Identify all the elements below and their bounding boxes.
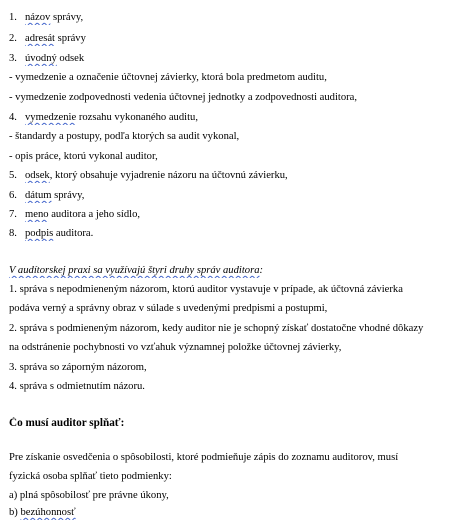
list-item: 6. dátum správy, xyxy=(9,190,85,201)
list-item: 8. podpis auditora. xyxy=(9,228,94,239)
list-item: 4. vymedzenie rozsahu vykonaného auditu, xyxy=(9,112,198,123)
misspelled-word: názov xyxy=(25,12,51,23)
misspelled-word: úvodný xyxy=(25,53,57,64)
list-item: 5. odsek, ktorý obsahuje vyjadrenie názoru na účtovnú závierku, xyxy=(9,170,288,181)
paragraph-line: a) plná spôsobilosť pre právne úkony, xyxy=(9,490,169,501)
misspelled-word: meno xyxy=(25,209,49,220)
dash-item: - vymedzenie zodpovednosti vedenia účtovnej jednotky a zodpovednosti auditora, xyxy=(9,92,358,103)
list-item: 3. úvodný odsek xyxy=(9,53,85,64)
paragraph-line: 1. správa s nepodmieneným názorom, ktorú auditor vystavuje v prípade, ak účtovná závierka xyxy=(9,284,403,295)
dash-item: - vymedzenie a označenie účtovnej závierky, ktorá bola predmetom auditu, xyxy=(9,72,327,83)
misspelled-word: adresát xyxy=(25,33,55,44)
paragraph-line: fyzická osoba splňať tieto podmienky: xyxy=(9,471,172,482)
misspelled-word: dátum xyxy=(25,190,52,201)
list-item: 2. adresát správy xyxy=(9,33,86,44)
paragraph-line: 2. správa s podmieneným názorom, kedy auditor nie je schopný získať dostatočne vhodné dôkazy xyxy=(9,323,424,334)
dash-item: - štandardy a postupy, podľa ktorých sa audit vykonal, xyxy=(9,131,240,142)
misspelled-word: podpis xyxy=(25,228,54,239)
paragraph-line: 4. správa s odmietnutím názoru. xyxy=(9,381,145,392)
misspelled-word: bezúhonnosť xyxy=(20,507,76,518)
paragraph-line: podáva verný a správny obraz v súlade s uvedenými predpismi a postupmi, xyxy=(9,303,328,314)
list-item: 7. meno auditora a jeho sídlo, xyxy=(9,209,141,220)
misspelled-word: odsek xyxy=(25,170,50,181)
dash-item: - opis práce, ktorú vykonal auditor, xyxy=(9,151,158,162)
paragraph-line: Pre získanie osvedčenia o spôsobilosti, ktoré podmieňuje zápis do zoznamu auditorov, musí xyxy=(9,452,399,463)
paragraph-line: 3. správa so záporným názorom, xyxy=(9,362,147,373)
section-heading: V audítorskej praxi sa využívajú štyri druhy správ auditora: xyxy=(9,265,264,276)
paragraph-line: na odstránenie pochybnosti vo vzťahuk významnej položke účtovnej závierky, xyxy=(9,342,342,353)
list-item: 1. názov správy, xyxy=(9,12,84,23)
paragraph-line: b) bezúhonnosť xyxy=(9,507,76,518)
section-heading: Čo musí auditor splňať: xyxy=(9,417,125,429)
misspelled-word: vymedzenie xyxy=(25,112,77,123)
